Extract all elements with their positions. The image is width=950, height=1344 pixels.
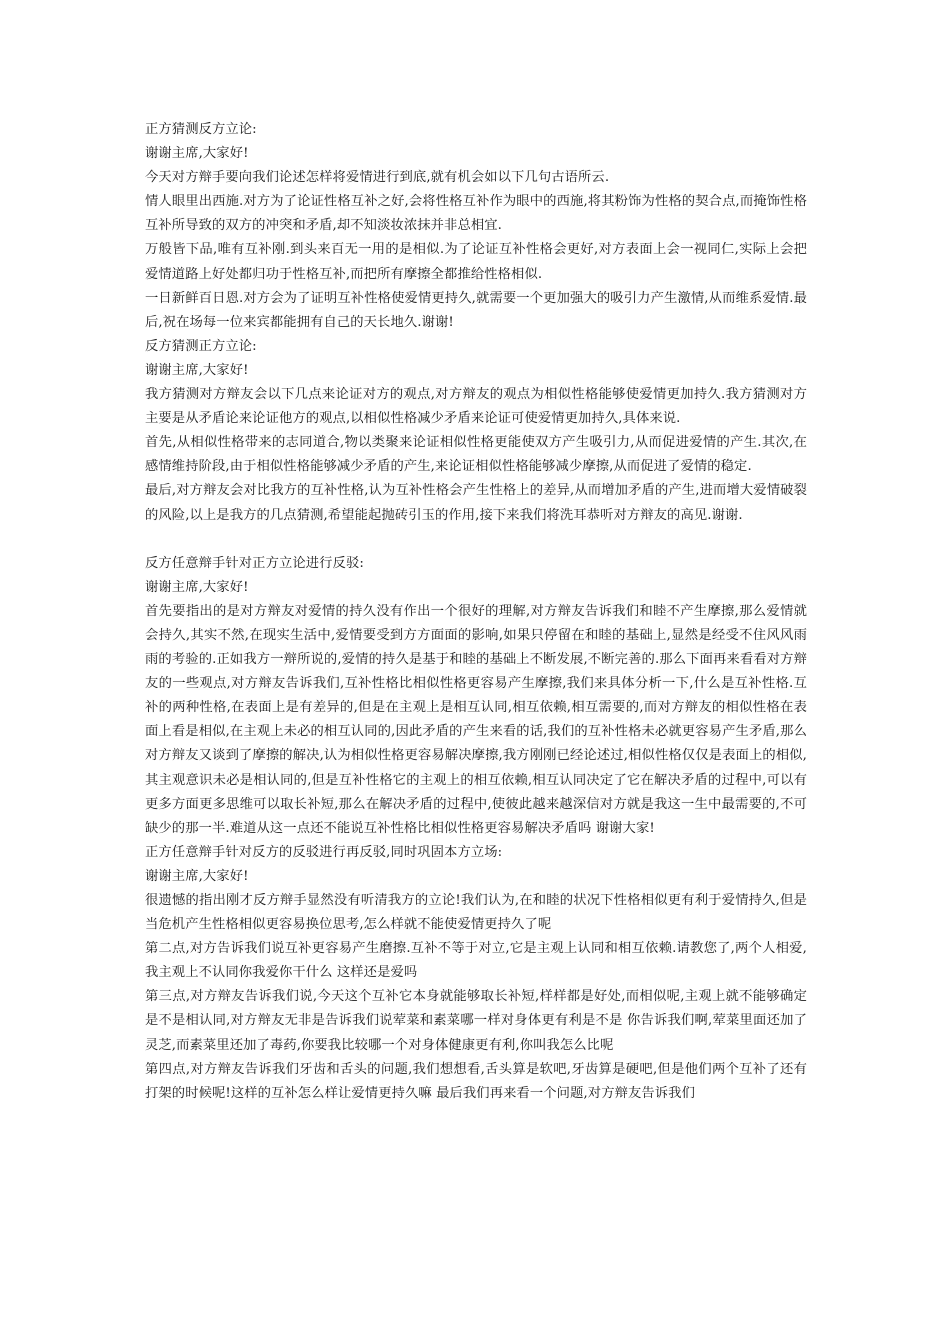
- paragraph: 万般皆下品,唯有互补刚.到头来百无一用的是相似.为了论证互补性格会更好,对方表面上会一视同仁,实际上会把爱情道路上好处都归功于性格互补,而把所有摩擦全都推给性格相似.: [145, 242, 807, 282]
- greeting: 谢谢主席,大家好!: [145, 868, 249, 884]
- paragraph: 一日新鲜百日恩.对方会为了证明互补性格使爱情更持久,就需要一个更加强大的吸引力产生激情,从而维系爱情.最后,祝在场每一位来宾都能拥有自己的天长地久.谢谢!: [145, 290, 807, 330]
- paragraph: 我方猜测对方辩友会以下几点来论证对方的观点,对方辩友的观点为相似性格能够使爱情更加持久.我方猜测对方主要是从矛盾论来论证他方的观点,以相似性格减少矛盾来论证可使爱情更加持久,具体来说.: [145, 387, 807, 427]
- paragraph: 情人眼里出西施.对方为了论证性格互补之好,会将性格互补作为眼中的西施,将其粉饰为性格的契合点,而掩饰性格互补所导致的双方的冲突和矛盾,却不知淡妆浓抹并非总相宜.: [145, 194, 807, 234]
- blank-line: [145, 528, 807, 552]
- heading-negative-guess: 反方猜测正方立论:: [145, 338, 257, 354]
- heading-negative-rebuttal: 反方任意辩手针对正方立论进行反驳:: [145, 555, 364, 571]
- paragraph: 首先要指出的是对方辩友对爱情的持久没有作出一个很好的理解,对方辩友告诉我们和睦不产生摩擦,那么爱情就会持久,其实不然,在现实生活中,爱情要受到方方面面的影响,如果只停留在和睦的基础上,显然是经受不住风风雨雨的考验的.正如我方一辩所说的,爱情的持久是基于和睦的基础上不断发展,不断完善的.那么下面再来看看对方辩友的一些观点,对方辩友告诉我们,互补性格比相似性格更容易产生摩擦,我们来具体分析一下,什么是互补性格.互补的两种性格,在表面上是有差异的,但是在主观上是相互认同,相互依赖,相互需要的,而对方辩友的相似性格在表面上看是相似,在主观上未必的相互认同的,因此矛盾的产生来看的话,我们的互补性格未必就更容易产生矛盾,那么对方辩友又谈到了摩擦的解决,认为相似性格更容易解决摩擦,我方刚刚已经论述过,相似性格仅仅是表面上的相似,其主观意识未必是相认同的,但是互补性格它的主观上的相互依赖,相互认同决定了它在解决矛盾的过程中,可以有更多方面更多思维可以取长补短,那么在解决矛盾的过程中,使彼此越来越深信对方就是我这一生中最需要的,不可缺少的那一半.难道从这一点还不能说互补性格比相似性格更容易解决矛盾吗 谢谢大家!: [145, 603, 807, 836]
- heading-affirmative-rebuttal: 正方任意辩手针对反方的反驳进行再反驳,同时巩固本方立场:: [145, 844, 503, 860]
- greeting: 谢谢主席,大家好!: [145, 579, 249, 595]
- heading-affirmative-guess: 正方猜测反方立论:: [145, 122, 257, 137]
- paragraph: 首先,从相似性格带来的志同道合,物以类聚来论证相似性格更能使双方产生吸引力,从而促进爱情的产生.其次,在感情维持阶段,由于相似性格能够减少矛盾的产生,来论证相似性格能够减少摩擦,从而促进了爱情的稳定.: [145, 435, 807, 475]
- greeting: 谢谢主席,大家好!: [145, 146, 249, 162]
- document-body: [145, 118, 807, 1106]
- paragraph: 今天对方辩手要向我们论述怎样将爱情进行到底,就有机会如以下几句古语所云.: [145, 170, 610, 186]
- paragraph: 第二点,对方告诉我们说互补更容易产生磨擦.互补不等于对立,它是主观上认同和相互依赖.请教您了,两个人相爱,我主观上不认同你我爱你干什么 这样还是爱吗: [145, 941, 807, 981]
- paragraph: 最后,对方辩友会对比我方的互补性格,认为互补性格会产生性格上的差异,从而增加矛盾的产生,进而增大爱情破裂的风险,以上是我方的几点猜测,希望能起抛砖引玉的作用,接下来我们将洗耳恭听对方辩友的高见.谢谢.: [145, 483, 807, 523]
- paragraph: 很遗憾的指出刚才反方辩手显然没有听清我方的立论!我们认为,在和睦的状况下性格相似更有利于爱情持久,但是当危机产生性格相似更容易换位思考,怎么样就不能使爱情更持久了呢: [145, 893, 807, 933]
- paragraph: 第三点,对方辩友告诉我们说,今天这个互补它本身就能够取长补短,样样都是好处,而相似呢,主观上就不能够确定是不是相认同,对方辩友无非是告诉我们说荤菜和素菜哪一样对身体更有利是不是 你告诉我们啊,荤菜里面还加了灵芝,而素菜里还加了毒药,你要我比较哪一个对身体健康更有利,你叫我怎么比呢: [145, 989, 807, 1053]
- paragraph: 第四点,对方辩友告诉我们牙齿和舌头的问题,我们想想看,舌头算是软吧,牙齿算是硬吧,但是他们两个互补了还有打架的时候呢!这样的互补怎么样让爱情更持久嘛 最后我们再来看一个问题,对方辩友告诉我们: [145, 1061, 807, 1101]
- greeting: 谢谢主席,大家好!: [145, 362, 249, 378]
